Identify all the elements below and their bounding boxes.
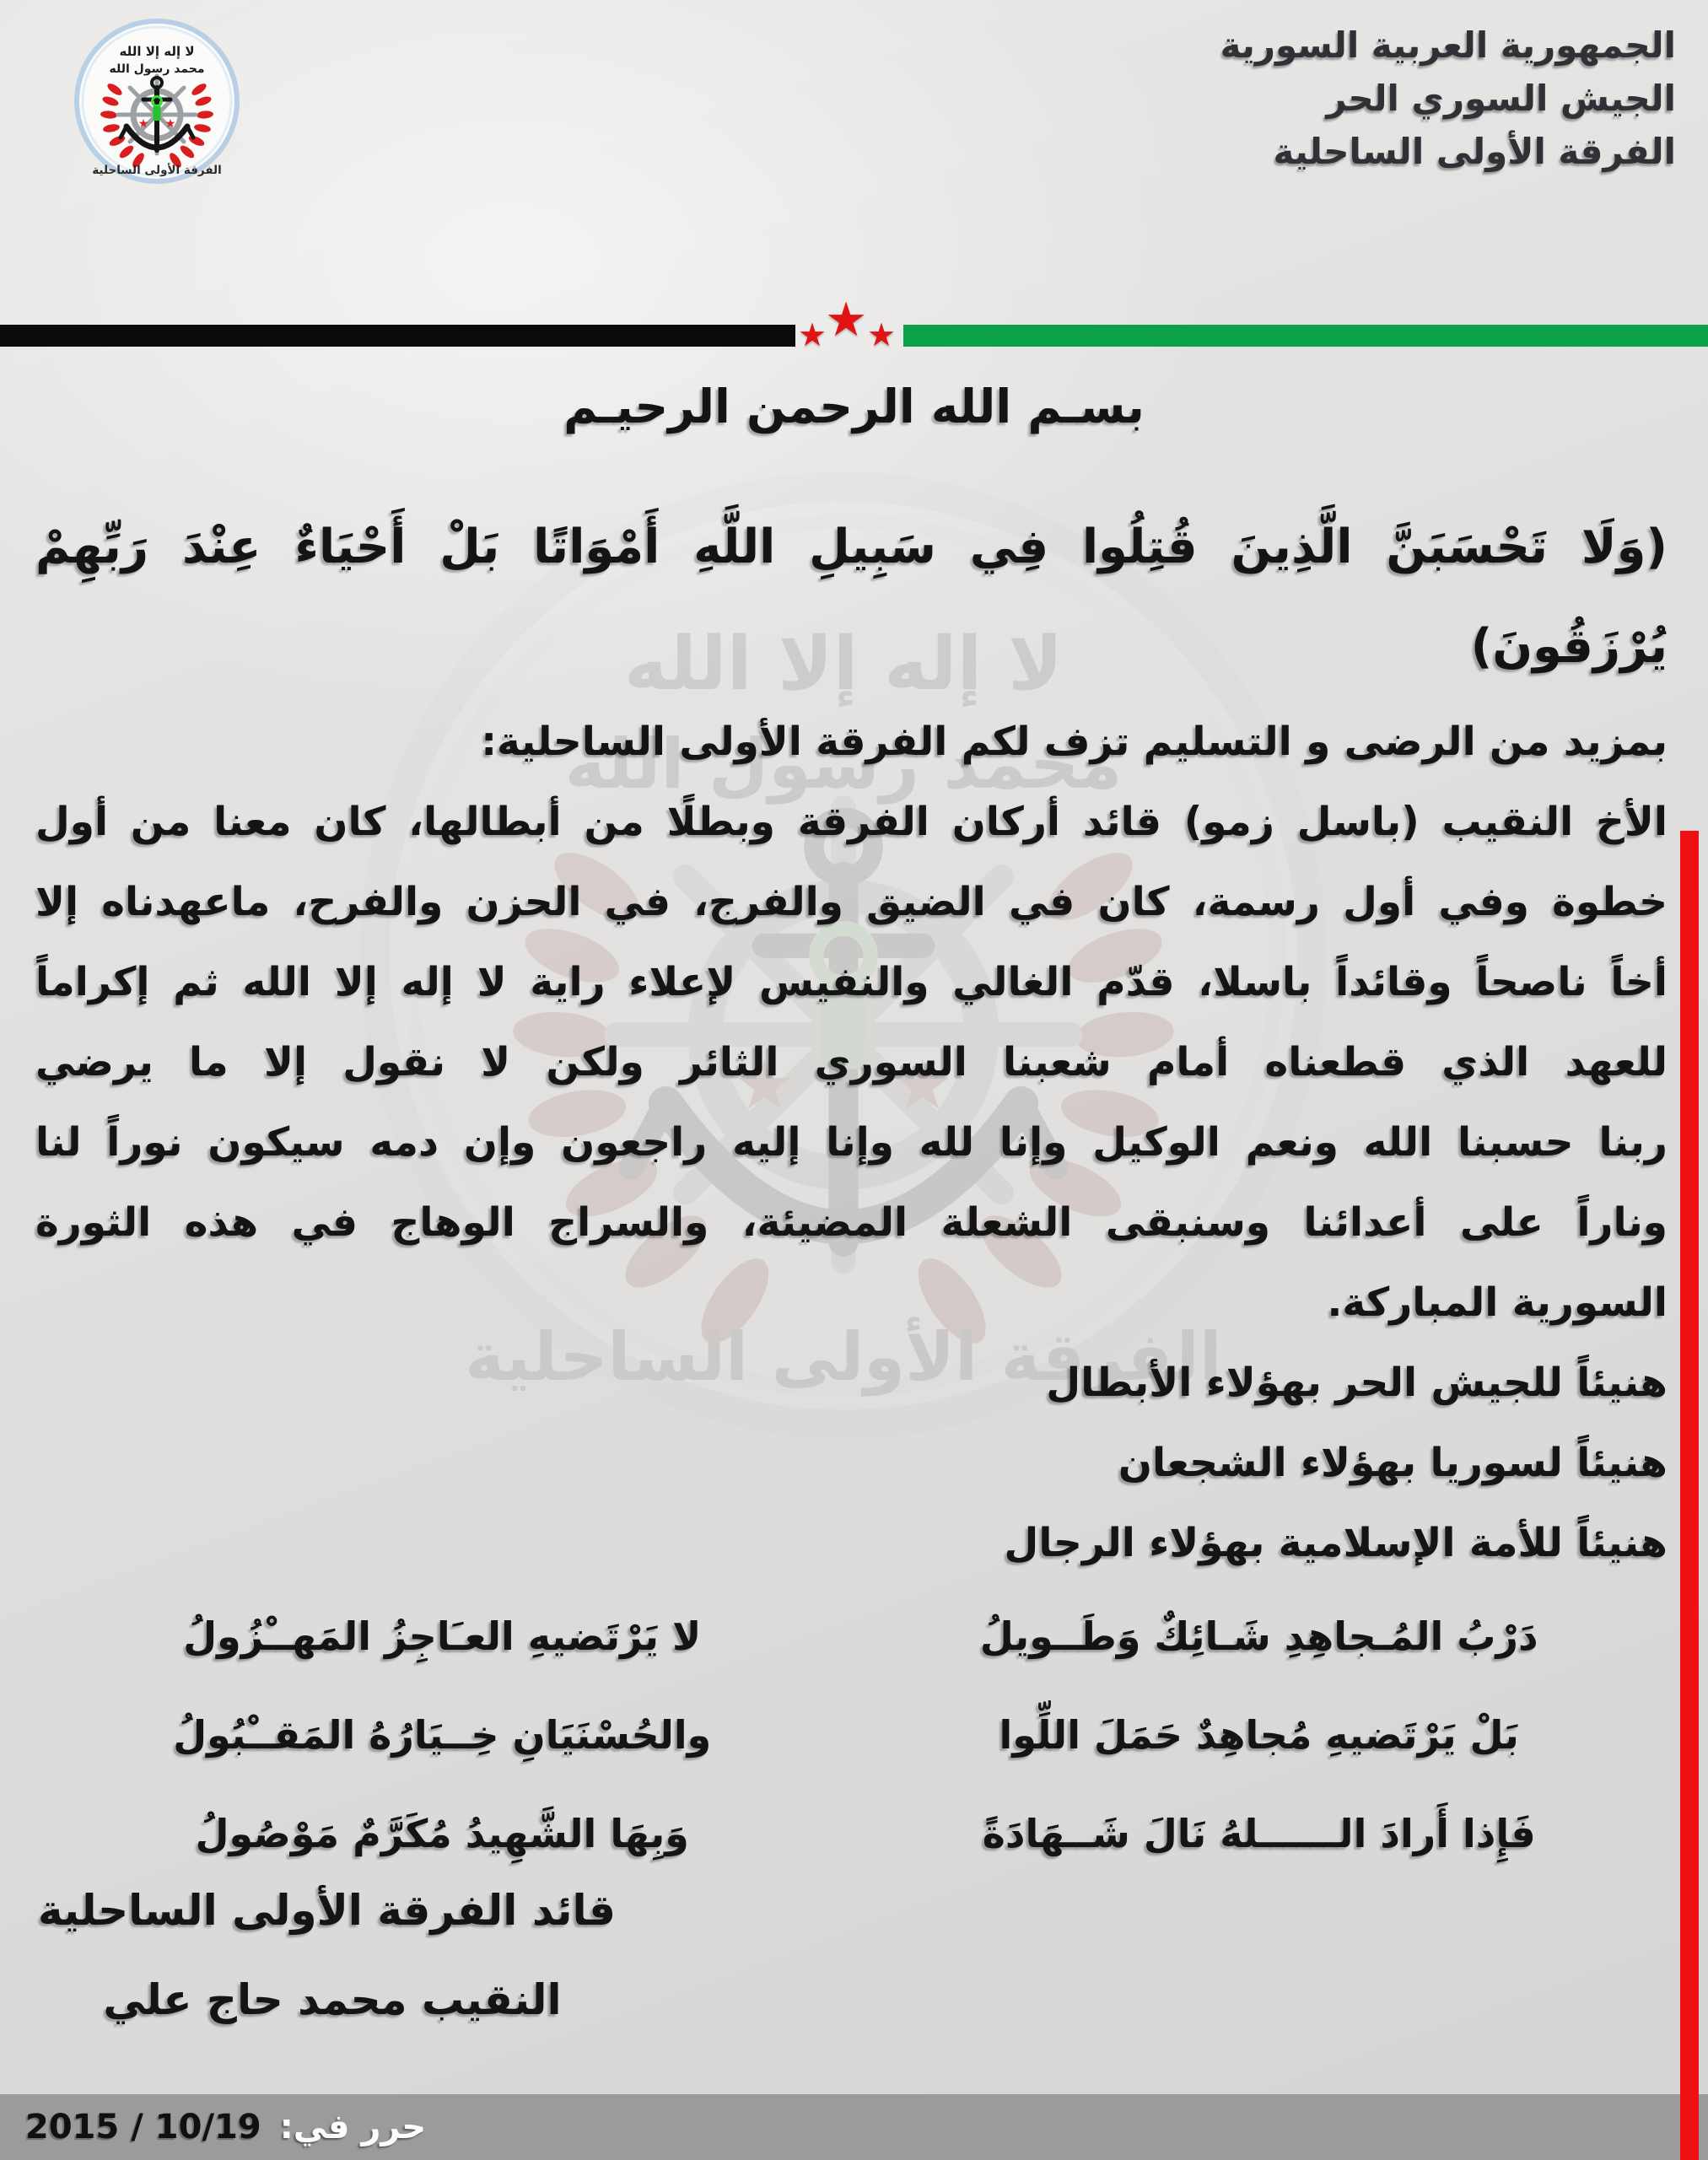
body-line: ربنا حسبنا الله ونعم الوكيل وإنا لله وإنا إليه راجعون وإن دمه سيكون نوراً لنا <box>35 1119 1668 1166</box>
body-line: وناراً على أعدائنا وسنبقى الشعلة المضيئة، والسراج الوهاج في هذه الثورة <box>35 1199 1668 1246</box>
edited-on-date: 2015 / 10/19 <box>25 2108 261 2147</box>
congrats-line: هنيئاً للأمة الإسلامية بهؤلاء الرجال <box>1004 1520 1668 1566</box>
letterhead <box>641 19 1676 178</box>
body-line: السورية المباركة. <box>1327 1279 1668 1326</box>
signature-title: قائد الفرقة الأولى الساحلية <box>37 1886 616 1935</box>
statement-body <box>35 498 1668 1583</box>
poem-hemistich: لا يَرْتَضيهِ العـَاجِزُ المَهــْزُولُ <box>183 1613 702 1659</box>
congrats-line: هنيئاً للجيش الحر بهؤلاء الأبطال <box>1046 1360 1668 1406</box>
letterhead-division: الفرقة الأولى الساحلية <box>1273 131 1676 172</box>
poem-hemistich: بَلْ يَرْتَضيهِ مُجاهِدٌ حَمَلَ اللِّوا <box>999 1712 1519 1758</box>
footer-bar <box>0 2094 1708 2160</box>
congrats-line: هنيئاً لسوريا بهؤلاء الشجعان <box>1118 1440 1668 1486</box>
flag-bar-black <box>0 325 795 347</box>
body-line: خطوة وفي أول رسمة، كان في الضيق والفرج، في الحزن والفرح، ماعهدناه إلا <box>35 879 1668 925</box>
basmala: بسـم الله الرحمن الرحيـم <box>563 380 1145 434</box>
division-emblem-icon <box>73 17 241 186</box>
red-accent-strip <box>1680 831 1699 2160</box>
flag-bar-green <box>903 325 1708 347</box>
flag-star-icon: ★ <box>867 316 897 353</box>
edited-on-label: حرر في: <box>279 2108 427 2147</box>
poem-hemistich: وَبِهَا الشَّهِيدُ مُكَرَّمٌ مَوْصُولُ <box>195 1811 689 1856</box>
letterhead-republic: الجمهورية العربية السورية <box>1220 24 1676 66</box>
poem-hemistich: دَرْبُ المُـجاهِدِ شَـائِكٌ وَطَــويلُ <box>979 1613 1538 1659</box>
signature-name: النقيب محمد حاج علي <box>103 1975 562 2024</box>
body-line: للعهد الذي قطعناه أمام شعبنا السوري الثائر ولكن لا نقول إلا ما يرضي <box>35 1039 1668 1085</box>
body-line: أخاً ناصحاً وقائداً باسلا، قدّم الغالي والنفيس لإعلاء راية لا إله إلا الله ثم إكراماً <box>35 959 1668 1005</box>
letterhead-army: الجيش السوري الحر <box>1326 78 1676 119</box>
flag-star-icon: ★ <box>825 293 868 347</box>
quran-verse: (وَلَا تَحْسَبَنَّ الَّذِينَ قُتِلُوا فِي سَبِيلِ اللَّهِ أَمْوَاتًا بَلْ أَحْيَاءٌ عِنْدَ رَبِّهِمْ يُرْزَقُونَ) <box>35 520 1668 674</box>
flag-star-icon: ★ <box>798 316 827 353</box>
signature-block <box>37 1866 616 2044</box>
body-line: الأخ النقيب (باسل زمو) قائد أركان الفرقة وبطلًا من أبطالها، كان معنا من أول <box>35 799 1668 845</box>
body-line: بمزيد من الرضى و التسليم تزف لكم الفرقة الأولى الساحلية: <box>481 719 1668 765</box>
poem <box>34 1587 1668 1883</box>
poem-hemistich: والحُسْنَيَانِ خِــيَارُهُ المَقــْبُولُ <box>173 1712 712 1758</box>
poem-hemistich: فَإِذا أَرادَ الــــــلهُ نَالَ شَــهَادَةً <box>982 1811 1536 1856</box>
